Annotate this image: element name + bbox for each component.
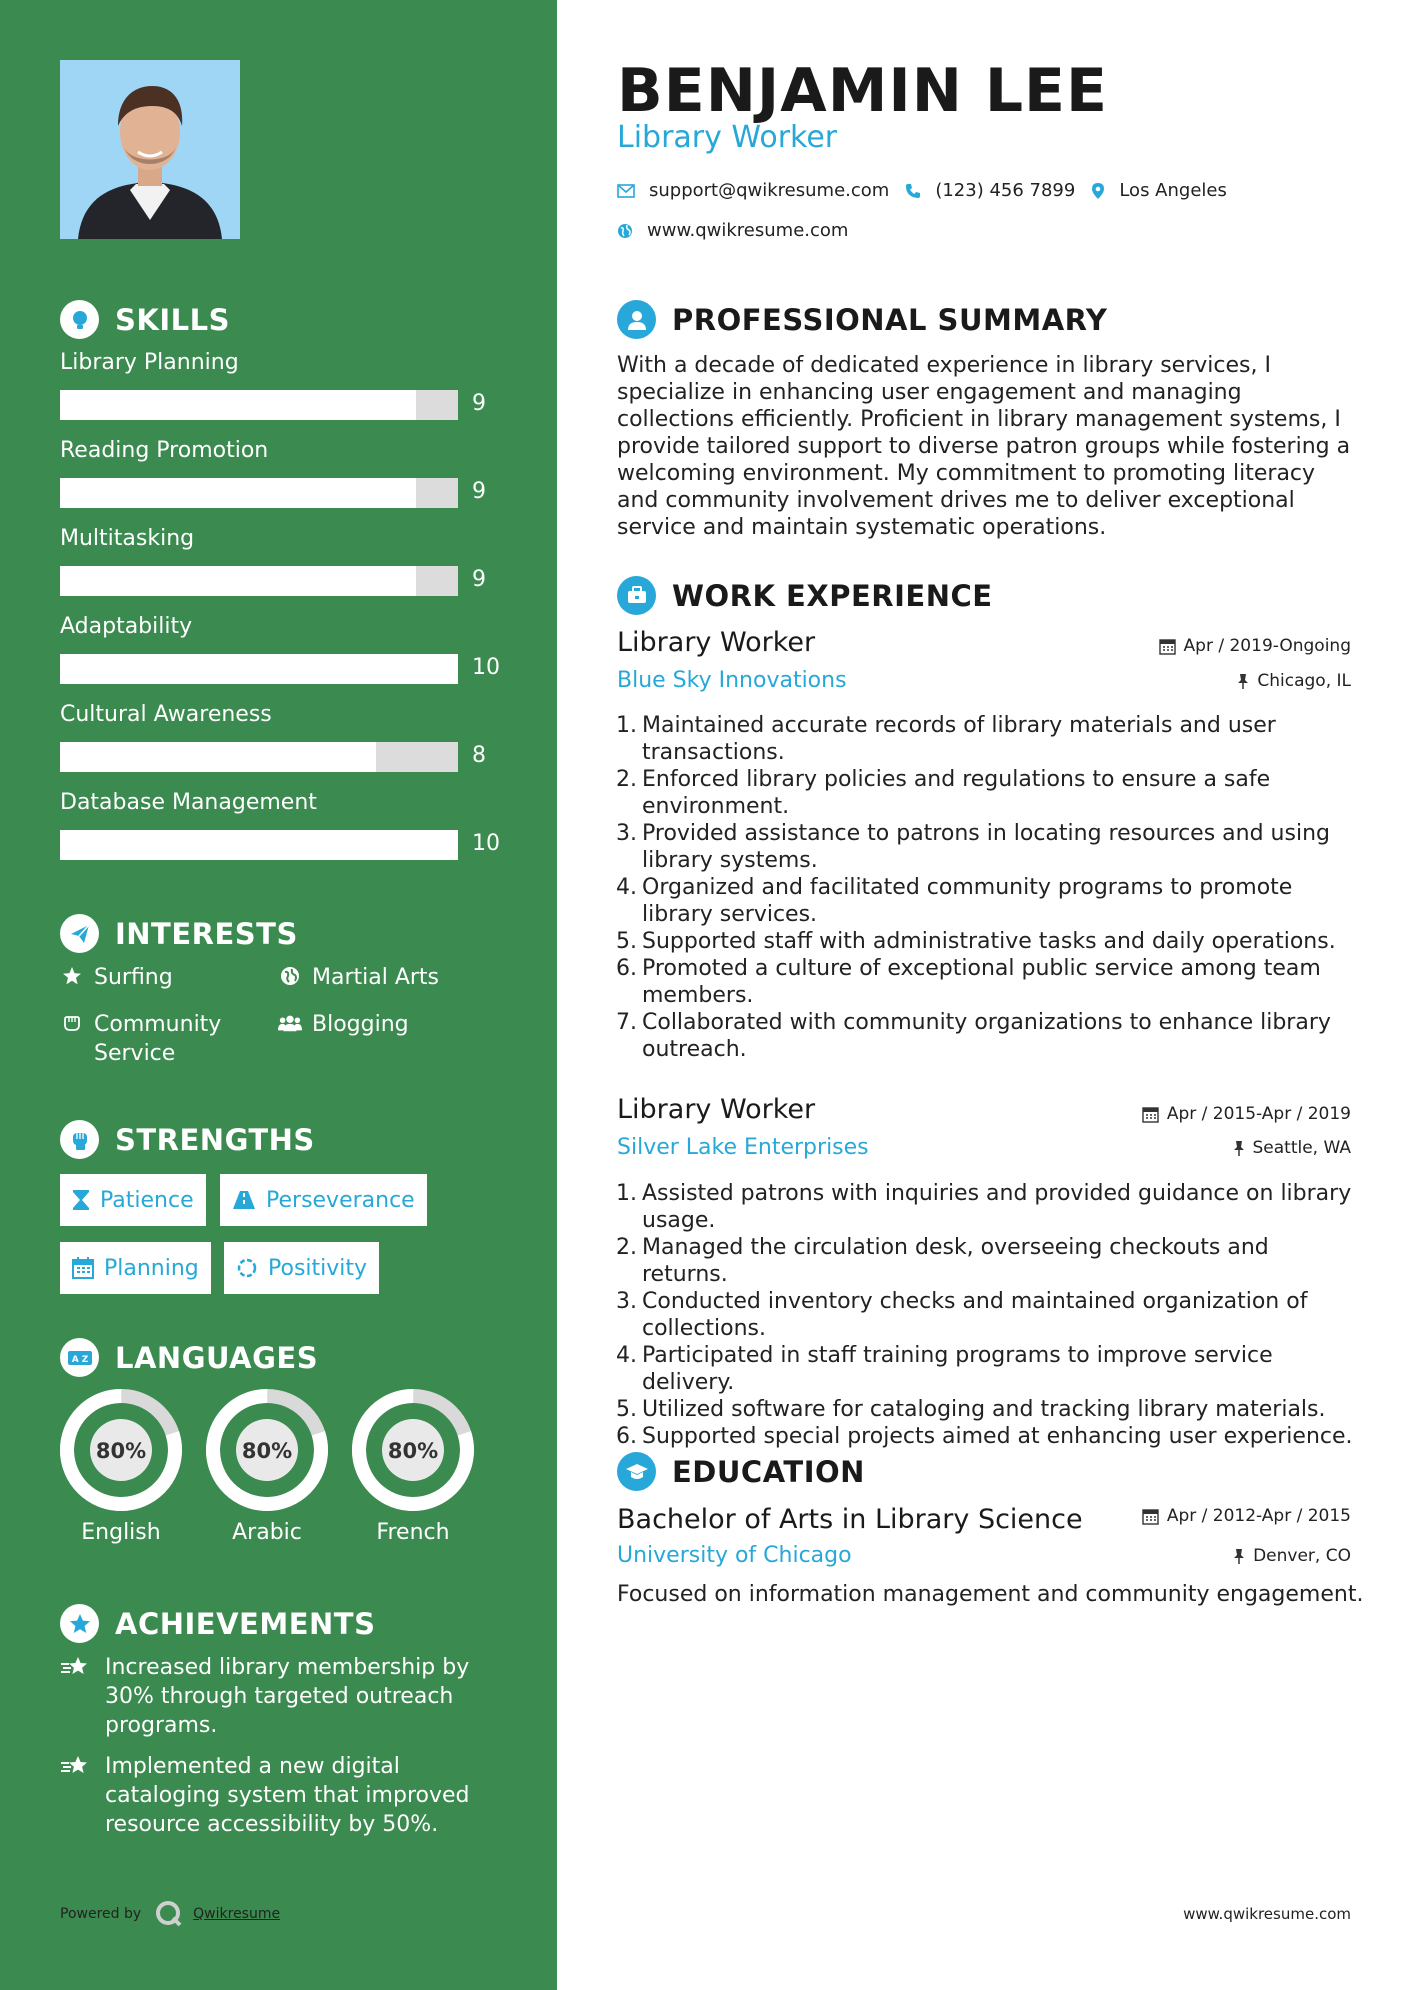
powered-by [60,1900,280,1928]
candidate-role: Library Worker [617,120,838,155]
qwikresume-logo-icon [155,1900,183,1928]
job-title: Library Worker [617,1094,816,1125]
duty-item [610,712,1360,766]
skill-value: 9 [472,567,486,592]
skill-bar-track [60,390,458,420]
language-name: French [376,1520,450,1545]
skill-name: Library Planning [60,350,239,375]
strength-tag [60,1174,206,1226]
road-icon [232,1190,256,1210]
fist-icon [60,1120,99,1159]
job-dates-text: Apr / 2015-Apr / 2019 [1166,1104,1351,1124]
candidate-name: BENJAMIN LEE [617,56,1109,126]
language-icon [60,1338,99,1377]
skill-value: 9 [472,479,486,504]
duty-item [610,1396,1360,1423]
main-content [557,0,1407,1990]
duty-number: 6. [616,956,637,981]
languages-title: LANGUAGES [115,1340,319,1375]
strengths-title: STRENGTHS [115,1122,315,1157]
calendar-icon [1142,1508,1159,1525]
duty-text: Provided assistance to patrons in locating resources and using library systems. [642,821,1330,873]
skill-bar-fill [60,566,416,596]
profile-photo [60,60,240,239]
summary-title: PROFESSIONAL SUMMARY [672,302,1108,337]
duty-text: Collaborated with community organizations to enhance library outreach. [642,1010,1331,1062]
skill-name: Adaptability [60,614,193,639]
skill-item [60,438,500,504]
job-dates-text: Apr / 2019-Ongoing [1183,636,1351,656]
duty-text: Managed the circulation desk, overseeing checkouts and returns. [642,1235,1269,1287]
job-company: Silver Lake Enterprises [617,1135,869,1160]
skills-title: SKILLS [115,302,230,337]
duty-item [610,1180,1360,1234]
interest-item [278,963,439,992]
job-duties-list [610,1180,1360,1450]
contact-row [617,180,1227,201]
duty-text: Conducted inventory checks and maintained organization of collections. [642,1289,1308,1341]
duty-number: 1. [616,713,637,738]
users-icon [278,1010,302,1033]
interest-label: Blogging [312,1012,409,1037]
strengths-heading [60,1120,315,1159]
website-row [617,220,848,241]
skill-item [60,350,500,416]
star-badge-icon [60,1604,99,1643]
degree-title: Bachelor of Arts in Library Science [617,1504,1083,1535]
education-heading [617,1452,865,1491]
skill-bar-fill [60,654,458,684]
skill-bar-track [60,566,458,596]
graduation-cap-icon [617,1452,656,1491]
star-speed-icon [60,1653,92,1740]
summary-text: With a decade of dedicated experience in library services, I specialize in enhancing user engagement and managing collections efficiently. Proficient in library management systems, I provide tailored support to diverse patron groups while fostering a welcoming environment. My commitment to promoting literacy and community involvement drives me to deliver exceptional service and maintain systematic operations. [617,353,1351,540]
education-location [1233,1546,1351,1566]
skill-value: 10 [472,655,500,680]
interest-label: Martial Arts [312,965,440,990]
star-icon [60,963,84,986]
achievements-title: ACHIEVEMENTS [115,1606,376,1641]
paper-plane-icon [60,914,99,953]
job-location-text: Chicago, IL [1257,671,1351,691]
language-item [205,1388,329,1545]
duty-item [610,955,1360,1009]
duty-number: 2. [616,767,637,792]
duty-text: Utilized software for cataloging and tracking library materials. [642,1397,1326,1422]
skill-bar-track [60,830,458,860]
job-location-text: Seattle, WA [1252,1138,1351,1158]
job-title: Library Worker [617,627,816,658]
svg-text:A Z: A Z [71,1354,88,1365]
duty-item [610,1009,1360,1063]
interest-label: Surfing [94,965,173,990]
duty-text: Assisted patrons with inquiries and provided guidance on library usage. [642,1181,1352,1233]
pushpin-icon [1233,1140,1245,1157]
duty-number: 3. [616,821,637,846]
globe-icon [278,963,302,986]
duty-number: 4. [616,875,637,900]
star-speed-icon [60,1752,92,1839]
contact-location: Los Angeles [1119,180,1227,201]
interest-item [60,1010,221,1068]
duty-text: Supported staff with administrative tasks and daily operations. [642,929,1336,954]
job-location [1237,671,1351,691]
skill-bar-fill [60,478,416,508]
experience-title: WORK EXPERIENCE [672,578,993,613]
calendar-icon [1159,638,1176,655]
skills-heading [60,300,230,339]
achievement-item [60,1653,500,1740]
duty-item [610,1288,1360,1342]
duty-number: 7. [616,1010,637,1035]
calendar-icon [1142,1106,1159,1123]
job-dates [1159,636,1351,656]
duty-item [610,766,1360,820]
language-name: Arabic [232,1520,302,1545]
interests-heading [60,914,298,953]
skill-bar-fill [60,742,376,772]
language-ring [59,1388,183,1512]
powered-by-label: Powered by [60,1906,142,1922]
language-item [59,1388,183,1545]
hourglass-icon [72,1189,90,1211]
strength-label: Patience [100,1187,194,1213]
skill-name: Cultural Awareness [60,702,272,727]
duty-number: 5. [616,929,637,954]
education-dates [1142,1506,1351,1526]
skill-bar-track [60,742,458,772]
strength-tag [224,1242,379,1294]
skill-bar-fill [60,390,416,420]
language-name: English [81,1520,161,1545]
strength-label: Planning [104,1255,199,1281]
strength-label: Perseverance [266,1187,415,1213]
duty-item [610,1234,1360,1288]
language-percent: 80% [387,1439,439,1463]
education-title: EDUCATION [672,1454,865,1489]
phone-icon [905,183,921,199]
map-pin-icon [1091,182,1105,200]
duty-text: Participated in staff training programs to improve service delivery. [642,1343,1273,1395]
contact-phone: (123) 456 7899 [935,180,1076,201]
language-percent: 80% [241,1439,293,1463]
languages-heading [60,1338,318,1377]
contact-email[interactable]: support@qwikresume.com [649,180,890,201]
duty-item [610,1342,1360,1396]
skill-bar-fill [60,830,458,860]
job-dates [1142,1104,1351,1124]
strength-tag [60,1242,211,1294]
duty-number: 2. [616,1235,637,1260]
briefcase-icon [617,576,656,615]
contact-website[interactable]: www.qwikresume.com [647,220,849,241]
duty-text: Enforced library policies and regulations to ensure a safe environment. [642,767,1271,819]
interests-title: INTERESTS [115,916,298,951]
achievement-text: Implemented a new digital cataloging system that improved resource accessibility by 50%. [105,1754,470,1837]
duty-item [610,928,1360,955]
language-ring [351,1388,475,1512]
skill-item [60,702,500,768]
qwikresume-link[interactable]: Qwikresume [193,1906,281,1922]
school-name: University of Chicago [617,1543,852,1568]
interest-item [278,1010,409,1039]
duty-text: Organized and facilitated community programs to promote library services. [642,875,1293,927]
sidebar [0,0,557,1990]
duty-number: 4. [616,1343,637,1368]
skill-item [60,526,500,592]
language-ring [205,1388,329,1512]
job-duties-list [610,712,1360,1063]
skill-bar-track [60,654,458,684]
job-location [1233,1138,1352,1158]
job-company: Blue Sky Innovations [617,668,847,693]
skill-value: 10 [472,831,500,856]
duty-item [610,820,1360,874]
achievement-item [60,1752,500,1839]
pushpin-icon [1237,673,1249,690]
summary-heading [617,300,1107,339]
user-icon [617,300,656,339]
duty-text: Maintained accurate records of library materials and user transactions. [642,713,1276,765]
globe-icon [617,223,633,239]
achievement-text: Increased library membership by 30% through targeted outreach programs. [105,1655,470,1738]
skill-value: 8 [472,743,486,768]
lightbulb-icon [60,300,99,339]
strength-tag [220,1174,427,1226]
education-description: Focused on information management and community engagement. [617,1582,1364,1607]
skill-item [60,614,500,680]
calendar-icon [72,1257,94,1279]
skill-name: Reading Promotion [60,438,269,463]
language-percent: 80% [95,1439,147,1463]
achievements-heading [60,1604,375,1643]
skill-name: Database Management [60,790,317,815]
pushpin-icon [1233,1548,1245,1565]
duty-item [610,874,1360,928]
circle-notch-icon [236,1257,258,1279]
skill-name: Multitasking [60,526,195,551]
skill-item [60,790,500,856]
footer-url[interactable]: www.qwikresume.com [1183,1905,1351,1923]
envelope-icon [617,184,635,198]
duty-item [610,1423,1360,1450]
interest-label: Community Service [94,1012,222,1066]
strength-label: Positivity [268,1255,368,1281]
skill-value: 9 [472,391,486,416]
duty-number: 1. [616,1181,637,1206]
education-dates-text: Apr / 2012-Apr / 2015 [1166,1506,1351,1526]
duty-text: Promoted a culture of exceptional public service among team members. [642,956,1321,1008]
interest-item [60,963,173,992]
duty-number: 5. [616,1397,637,1422]
duty-text: Supported special projects aimed at enhancing user experience. [642,1424,1353,1449]
hand-icon [60,1010,84,1033]
duty-number: 3. [616,1289,637,1314]
experience-heading [617,576,993,615]
language-item [351,1388,475,1545]
education-location-text: Denver, CO [1253,1546,1351,1566]
skill-bar-track [60,478,458,508]
duty-number: 6. [616,1424,637,1449]
